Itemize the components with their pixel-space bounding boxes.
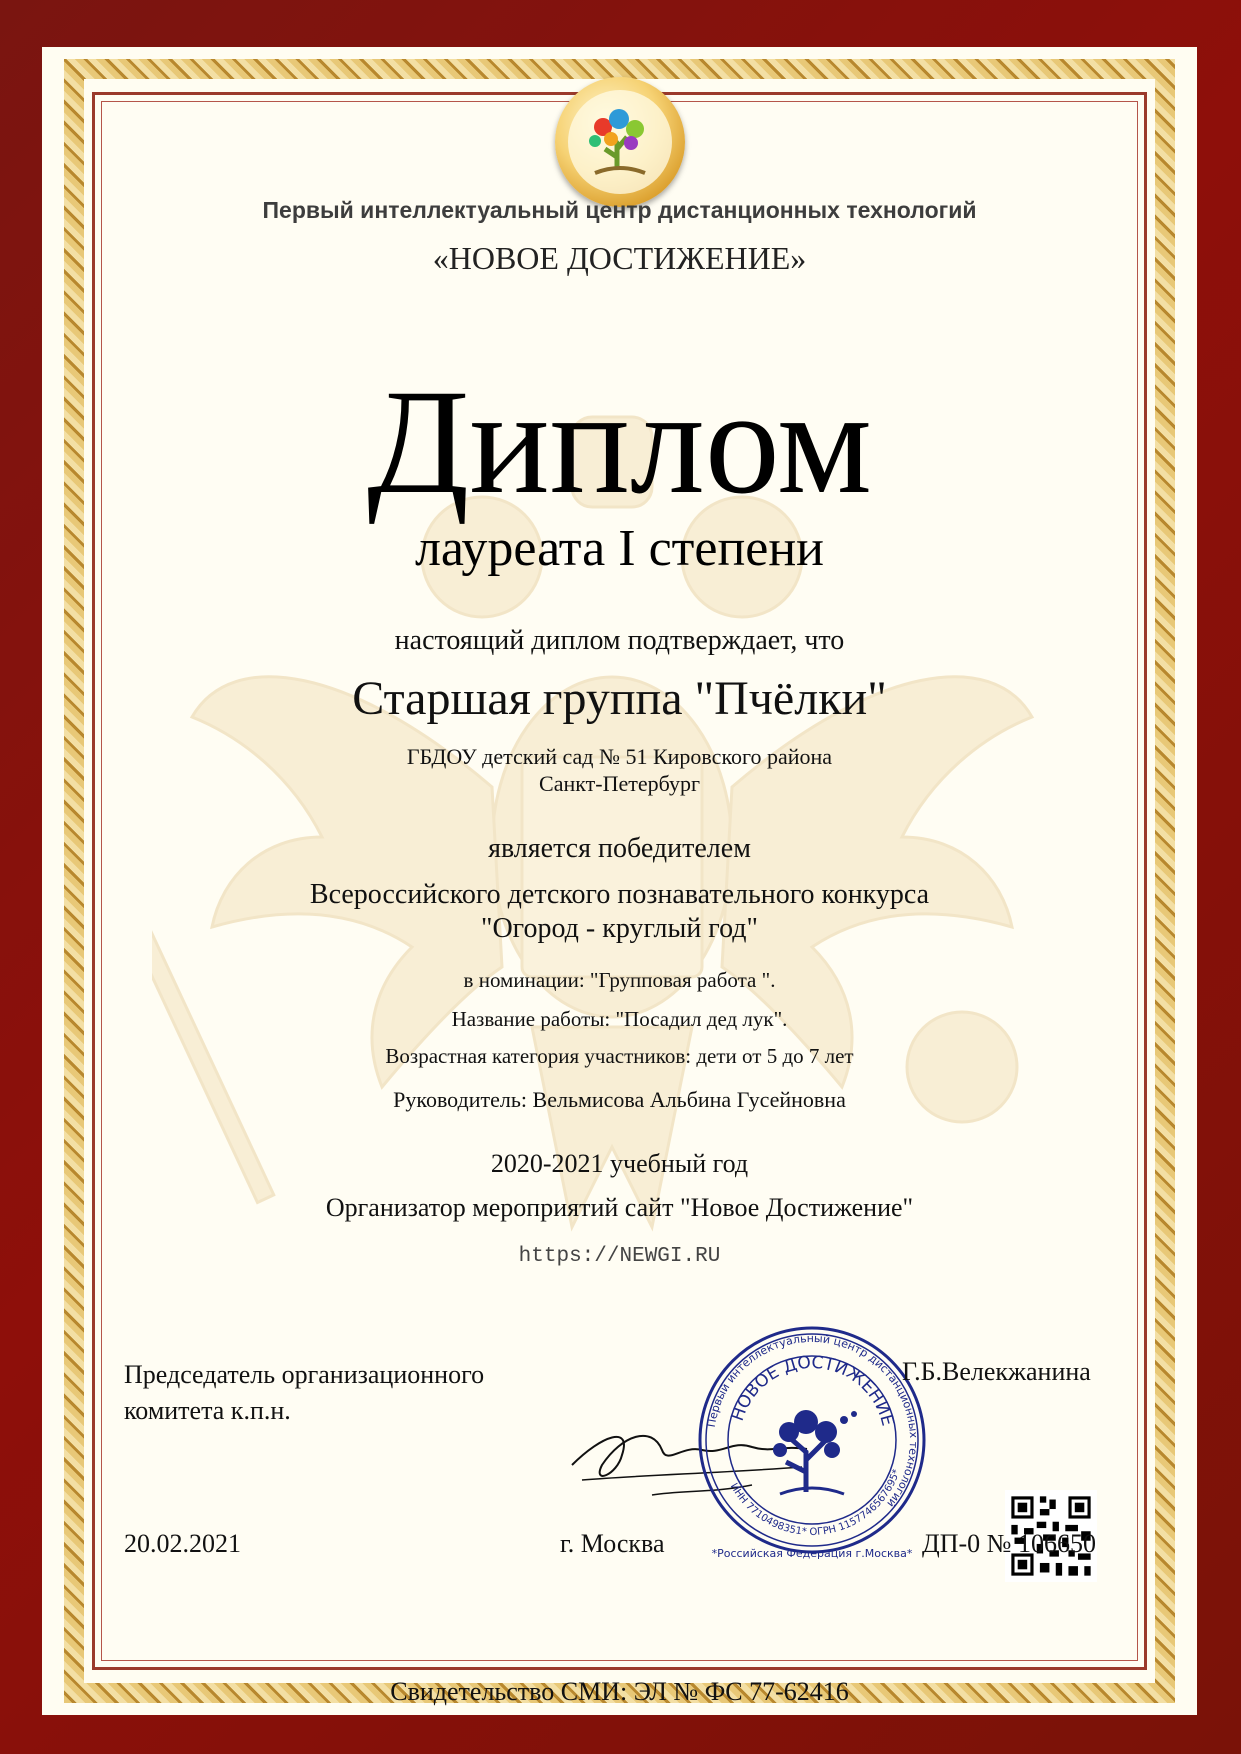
svg-text:НОВОЕ ДОСТИЖЕНИЕ: НОВОЕ ДОСТИЖЕНИЕ <box>727 1352 898 1428</box>
signer-name: Г.Б.Велекжанина <box>902 1357 1091 1386</box>
organization-brand: «НОВОЕ ДОСТИЖЕНИЕ» <box>432 240 807 276</box>
contest-name: Всероссийского детского познавательного конкурса <box>309 879 930 910</box>
issue-date: 20.02.2021 <box>124 1529 241 1558</box>
work-title: Название работы: "Посадил дед лук". <box>451 1007 788 1031</box>
academic-year: 2020-2021 учебный год <box>490 1149 749 1178</box>
diploma-title: Диплом <box>367 359 872 525</box>
nomination: в номинации: "Групповая работа ". <box>463 968 776 992</box>
confirmation-text: настоящий диплом подтверждает, что <box>394 625 845 656</box>
stamp-bottom-text: *Российская Федерация г.Москва* <box>711 1547 913 1560</box>
diploma-sheet <box>42 47 1197 1715</box>
organization-name: Первый интеллектуальный центр дистанционных технологий <box>262 197 977 223</box>
contest-title: "Огород - круглый год" <box>481 913 758 944</box>
svg-text:Первый интеллектуальный центр: Первый интеллектуальный центр дистанционных технологий <box>704 1331 921 1510</box>
organization-logo <box>555 77 685 207</box>
chairman-title: Председатель организационного комитета к.п.н. <box>124 1360 485 1425</box>
media-certificate: Свидетельство СМИ: ЭЛ № ФС 77-62416 <box>390 1677 849 1706</box>
diploma-subtitle: лауреата I степени <box>414 520 825 577</box>
issue-city: г. Москва <box>560 1529 665 1558</box>
institution-name: ГБДОУ детский сад № 51 Кировского района <box>406 744 833 769</box>
age-category: Возрастная категория участников: дети от 5 до 7 лет <box>385 1044 854 1068</box>
recipient-name: Старшая группа "Пчёлки" <box>352 672 887 725</box>
organization-stamp <box>694 1322 930 1558</box>
supervisor: Руководитель: Вельмисова Альбина Гусейновна <box>393 1087 846 1112</box>
organizer: Организатор мероприятий сайт "Новое Достижение" <box>325 1193 914 1222</box>
svg-text:ИНН 7710498351* ОГРН 115774656: ИНН 7710498351* ОГРН 1157746567695* <box>727 1468 903 1538</box>
winner-statement: является победителем <box>488 833 751 864</box>
site-link[interactable]: https://NEWGI.RU <box>518 1245 721 1268</box>
institution-city: Санкт-Петербург <box>539 771 700 796</box>
document-number: ДП-0 № 106650 <box>922 1529 1096 1558</box>
